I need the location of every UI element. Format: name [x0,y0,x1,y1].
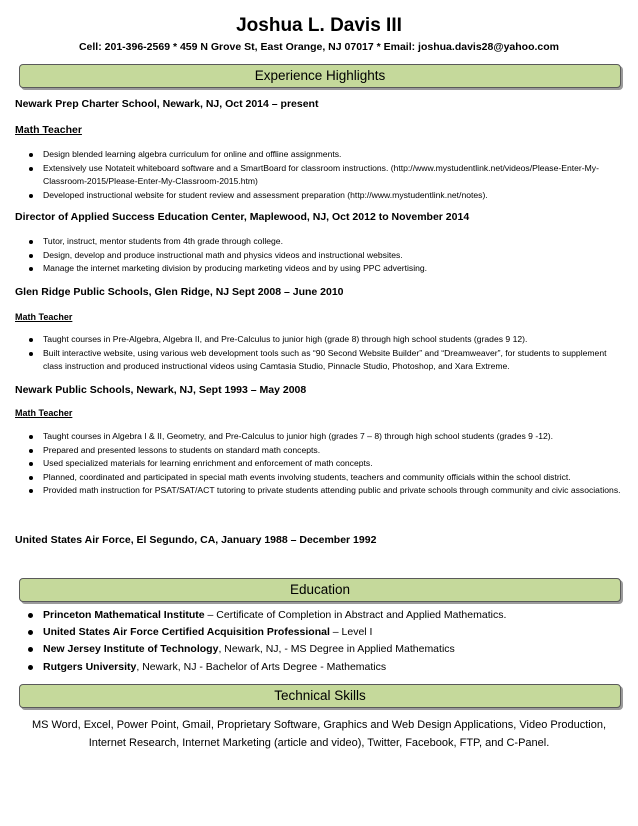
list-item: Taught courses in Algebra I & II, Geometry, and Pre-Calculus to junior high (grades 7 – 8) through high school students (grades 9 -12). [0,430,625,444]
job-heading-applied-success: Director of Applied Success Education Center, Maplewood, NJ, Oct 2012 to November 2014 [15,211,470,223]
job-heading-newark-public: Newark Public Schools, Newark, NJ, Sept 1993 – May 2008 [15,384,307,396]
education-institution: New Jersey Institute of Technology [43,643,219,656]
list-item: Extensively use Notateit whiteboard software and a SmartBoard for classroom instructions. (http://www.mystudentlink.net/videos/Please-Enter-My-Classroom-2015/Please-Enter-My-Classroom-2015.htm) [0,162,625,189]
list-item [0,641,625,658]
job-heading-glen-ridge: Glen Ridge Public Schools, Glen Ridge, NJ Sept 2008 – June 2010 [15,286,344,298]
job-role-newark-public: Math Teacher [15,408,73,418]
list-item: Design blended learning algebra curriculum for online and offline assignments. [0,148,625,162]
education-institution: Rutgers University [43,660,137,673]
list-item: Planned, coordinated and participated in special math events involving students, teachers and community officials within the school district. [0,471,625,485]
list-item: Prepared and presented lessons to students on standard math concepts. [0,444,625,458]
list-item: Design, develop and produce instructional math and physics videos and instructional websites. [0,249,625,263]
skills-section-header: Technical Skills [19,684,621,708]
job-bullets-applied-success [0,235,625,276]
job-bullets-glen-ridge [0,333,625,374]
list-item: Provided math instruction for PSAT/SAT/ACT tutoring to private students attending public and private schools through community and civic associations. [0,484,625,498]
education-institution: United States Air Force Certified Acquisition Professional [43,626,330,639]
list-item: Used specialized materials for learning enrichment and enforcement of math concepts. [0,457,625,471]
resume-name: Joshua L. Davis III [236,15,402,36]
experience-section-header: Experience Highlights [19,64,621,88]
job-heading-newark-prep: Newark Prep Charter School, Newark, NJ, Oct 2014 – present [15,98,319,110]
education-detail: , Newark, NJ, - MS Degree in Applied Mathematics [218,643,455,656]
skills-text: MS Word, Excel, Power Point, Gmail, Proprietary Software, Graphics and Web Design Applications, Video Production, Internet Research, Internet Marketing (article and video), Twitter, Facebook, FTP, and C-Panel. [31,719,607,749]
education-detail: – Certificate of Completion in Abstract and Applied Mathematics. [204,609,507,621]
education-detail: , Newark, NJ - Bachelor of Arts Degree - Mathematics [136,660,387,673]
list-item [0,659,625,676]
list-item: Taught courses in Pre-Algebra, Algebra II, and Pre-Calculus to junior high (grade 8) through high school students (grades 9 12). [0,333,625,347]
list-item: Developed instructional website for student review and assessment preparation (http://www.mystudentlink.net/notes). [0,189,625,203]
job-role-newark-prep: Math Teacher [15,124,82,136]
list-item [0,607,625,624]
job-bullets-newark-prep [0,148,625,202]
education-section-header: Education [19,578,621,602]
job-heading-air-force: United States Air Force, El Segundo, CA, January 1988 – December 1992 [15,534,377,546]
list-item: Tutor, instruct, mentor students from 4th grade through college. [0,235,625,249]
education-list [0,607,625,676]
list-item: Manage the internet marketing division by producing marketing videos and by using PPC advertising. [0,262,625,276]
job-bullets-newark-public [0,430,625,498]
list-item: Built interactive website, using various web development tools such as “90 Second Website Builder” and “Dreamweaver”, for students to supplement class instruction and produced instructional videos using Camtasia Studio, Pinnacle Studio, Photoshop, and Xara Extreme. [0,347,625,374]
education-detail: – Level I [329,626,373,639]
contact-line: Cell: 201-396-2569 * 459 N Grove St, East Orange, NJ 07017 * Email: joshua.davis28@yahoo.com [78,41,560,53]
list-item [0,624,625,641]
education-institution: Princeton Mathematical Institute [43,609,205,621]
job-role-glen-ridge: Math Teacher [15,312,73,322]
